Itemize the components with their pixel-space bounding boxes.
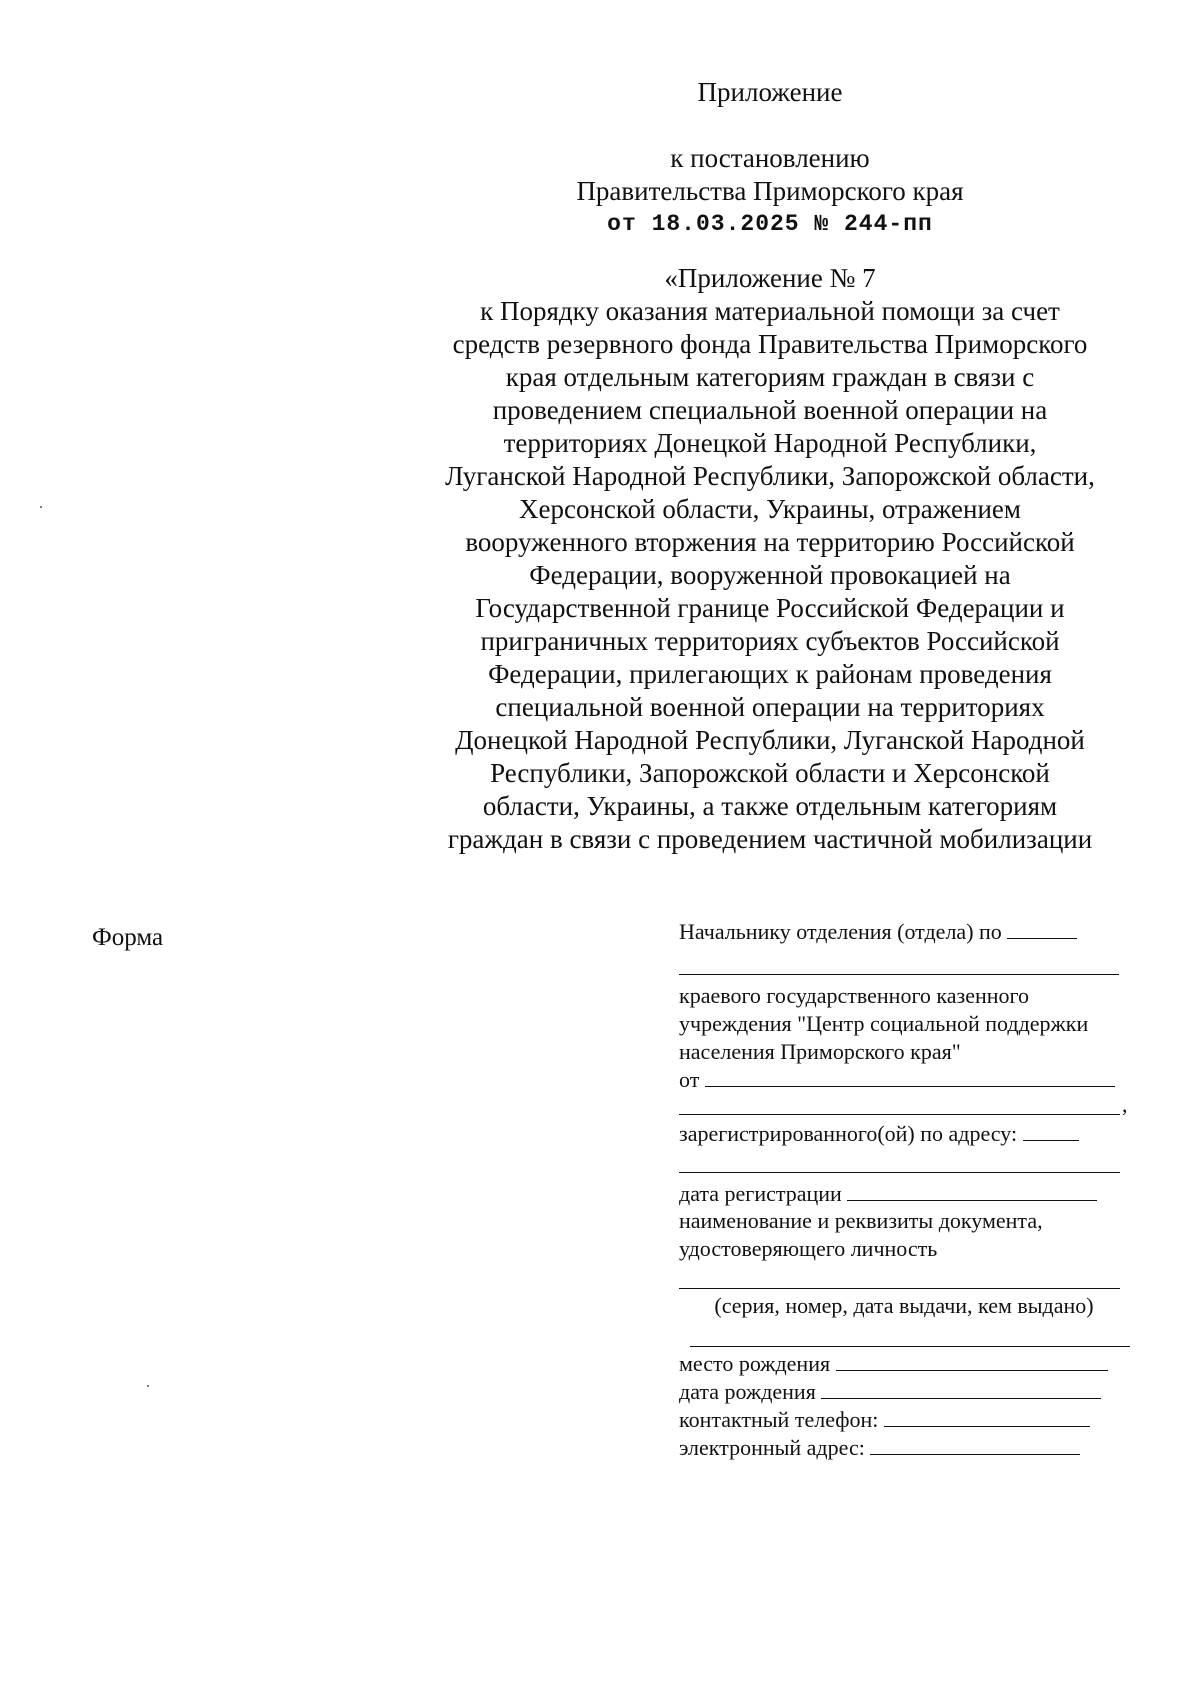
order-line: Херсонской области, Украины, отражением xyxy=(519,494,1021,524)
resolution-date: от 18.03.2025 № 244-пп xyxy=(607,211,933,237)
registered-line xyxy=(679,1120,1139,1148)
birthdate-blank[interactable] xyxy=(821,1397,1101,1399)
order-line: граждан в связи с проведением частичной мобилизации xyxy=(447,824,1093,854)
document-label-line-1: наименование и реквизиты документа, xyxy=(679,1208,1043,1233)
address-blank[interactable] xyxy=(1023,1139,1079,1141)
address-blank-line[interactable] xyxy=(679,1172,1120,1173)
institution-line-2: учреждения "Центр социальной поддержки xyxy=(679,1011,1089,1036)
registered-label: зарегистрированного(ой) по адресу: xyxy=(679,1121,1018,1146)
order-line: области, Украины, а также отдельным категориям xyxy=(482,791,1058,821)
birthdate-line xyxy=(679,1378,1139,1406)
document-label xyxy=(679,1207,1139,1263)
document-details-blank-line[interactable] xyxy=(690,1346,1130,1347)
scan-speck xyxy=(40,506,42,508)
document-blank-line[interactable] xyxy=(679,1288,1120,1289)
order-title-block xyxy=(420,262,1120,856)
order-line: Федерации, прилегающих к районам проведения xyxy=(488,659,1052,689)
order-line: проведением специальной военной операции на xyxy=(492,395,1048,425)
order-line: вооруженного вторжения на территорию Российской xyxy=(465,527,1075,557)
from-line xyxy=(679,1066,1139,1094)
birthdate-label: дата рождения xyxy=(679,1379,816,1404)
order-line: Федерации, вооруженной провокацией на xyxy=(529,560,1011,590)
institution-line-1: краевого государственного казенного xyxy=(679,983,1030,1008)
resolution-line-1: к постановлению xyxy=(670,143,870,173)
department-blank-line[interactable] xyxy=(679,974,1119,975)
order-line: территориях Донецкой Народной Республики, xyxy=(503,428,1037,458)
birthplace-label: место рождения xyxy=(679,1351,831,1376)
email-line xyxy=(679,1434,1139,1462)
department-blank[interactable] xyxy=(1007,937,1077,939)
from-label: от xyxy=(679,1067,700,1092)
applicant-name-blank-line[interactable] xyxy=(679,1114,1120,1115)
order-line: «Приложение № 7 xyxy=(664,263,876,293)
reg-date-blank[interactable] xyxy=(847,1199,1097,1201)
applicant-name-blank[interactable] xyxy=(705,1085,1115,1087)
form-label: Форма xyxy=(92,924,164,951)
phone-label: контактный телефон: xyxy=(679,1407,879,1432)
phone-blank[interactable] xyxy=(884,1425,1090,1427)
birthplace-line xyxy=(679,1350,1139,1378)
addressee-line xyxy=(679,918,1139,946)
appendix-title xyxy=(420,76,1120,109)
document-label-line-2: удостоверяющего личность xyxy=(679,1236,938,1261)
order-line: края отдельным категориям граждан в связи с xyxy=(505,362,1035,392)
comma: , xyxy=(1122,1092,1128,1117)
order-line: Луганской Народной Республики, Запорожской области, xyxy=(445,461,1095,491)
resolution-reference xyxy=(420,142,1120,241)
phone-line xyxy=(679,1406,1139,1434)
institution-line-3: населения Приморского края" xyxy=(679,1039,961,1064)
email-label: электронный адрес: xyxy=(679,1435,865,1460)
addressee-label: Начальнику отделения (отдела) по xyxy=(679,919,1002,944)
reg-date-line xyxy=(679,1180,1139,1208)
order-line: приграничных территориях субъектов Российской xyxy=(480,626,1060,656)
document-note: (серия, номер, дата выдачи, кем выдано) xyxy=(714,1293,1094,1318)
order-line: специальной военной операции на территориях xyxy=(495,692,1045,722)
reg-date-label: дата регистрации xyxy=(679,1181,842,1206)
birthplace-blank[interactable] xyxy=(836,1369,1108,1371)
institution-block xyxy=(679,982,1139,1066)
order-line: Донецкой Народной Республики, Луганской Народной xyxy=(455,725,1085,755)
order-line: Государственной границе Российской Федерации и xyxy=(475,593,1065,623)
order-line: к Порядку оказания материальной помощи за счет xyxy=(480,296,1060,326)
scan-speck xyxy=(147,1385,149,1387)
order-line: Республики, Запорожской области и Херсонской xyxy=(490,758,1050,788)
appendix-title-text: Приложение xyxy=(697,77,843,107)
resolution-line-2: Правительства Приморского края xyxy=(576,176,964,206)
order-line: средств резервного фонда Правительства Приморского xyxy=(452,329,1088,359)
email-blank[interactable] xyxy=(870,1453,1080,1455)
